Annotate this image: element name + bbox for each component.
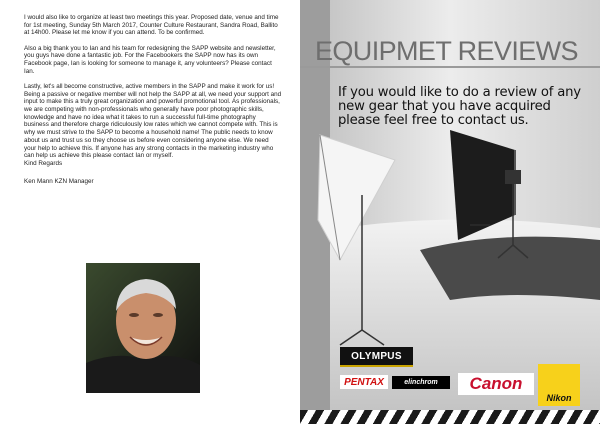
page-title: EQUIPMET REVIEWS: [315, 36, 578, 66]
elinchrom-logo: elinchrom: [392, 376, 450, 389]
nikon-logo: Nikon: [538, 364, 580, 406]
hazard-stripe-footer: [300, 410, 600, 424]
letter-signature: Ken Mann KZN Manager: [24, 177, 94, 185]
letter-paragraph-meetings: I would also like to organize at least two meetings this year. Proposed date, venue and time for 1st meeting, Sunday 5th March 2017, Counter Culture Restaurant, Sandra Road, Ballito at 14h00. Please let me know if you can attend. To be confirmed.: [24, 14, 279, 37]
title-divider: [300, 66, 600, 68]
letter-paragraph-constructive: [24, 83, 282, 168]
letter-closing: Kind Regards: [24, 159, 63, 167]
letter-body: [24, 14, 282, 193]
olympus-logo: OLYMPUS: [340, 347, 413, 367]
equipment-reviews-page: [300, 0, 600, 424]
letter-paragraph-thanks: Also a big thank you to Ian and his team for redesigning the SAPP website and newsletter, you guys have done a fantastic job. For the Facebookers the SAPP now has its own Facebook page, Ian is looking for someone to manage it, any volunteers? Please contact Ian.: [24, 44, 276, 75]
pentax-logo: PENTAX: [340, 375, 388, 389]
review-invitation-text: If you would like to do a review of any new gear that you have acquired please feel free to contact us.: [338, 85, 581, 128]
author-portrait-photo: [86, 263, 200, 393]
canon-logo: Canon: [458, 373, 534, 395]
letter-paragraph-text: Lastly, let's all become constructive, active members in the SAPP and make it work for us! Being a passive or negative member will not help the SAPP at all, we need your support and input to make this a truly great organization and powerful promotional tool. As professionals, we are competing with non-professionals who generally have poor photographic skills, knowledge and have no idea what it takes to run a successful full-time photography business and therefore charge ridiculously low rates which we cannot compete with. This is why we must strive to the SAPP to become a household name! The public needs to know about us and trust us so they choose us before even considering anyone else. We need your help to achieve this. If anyone has any strong contacts in the marketing industry who can help us achieve this please contact Ian or myself.: [24, 82, 282, 160]
